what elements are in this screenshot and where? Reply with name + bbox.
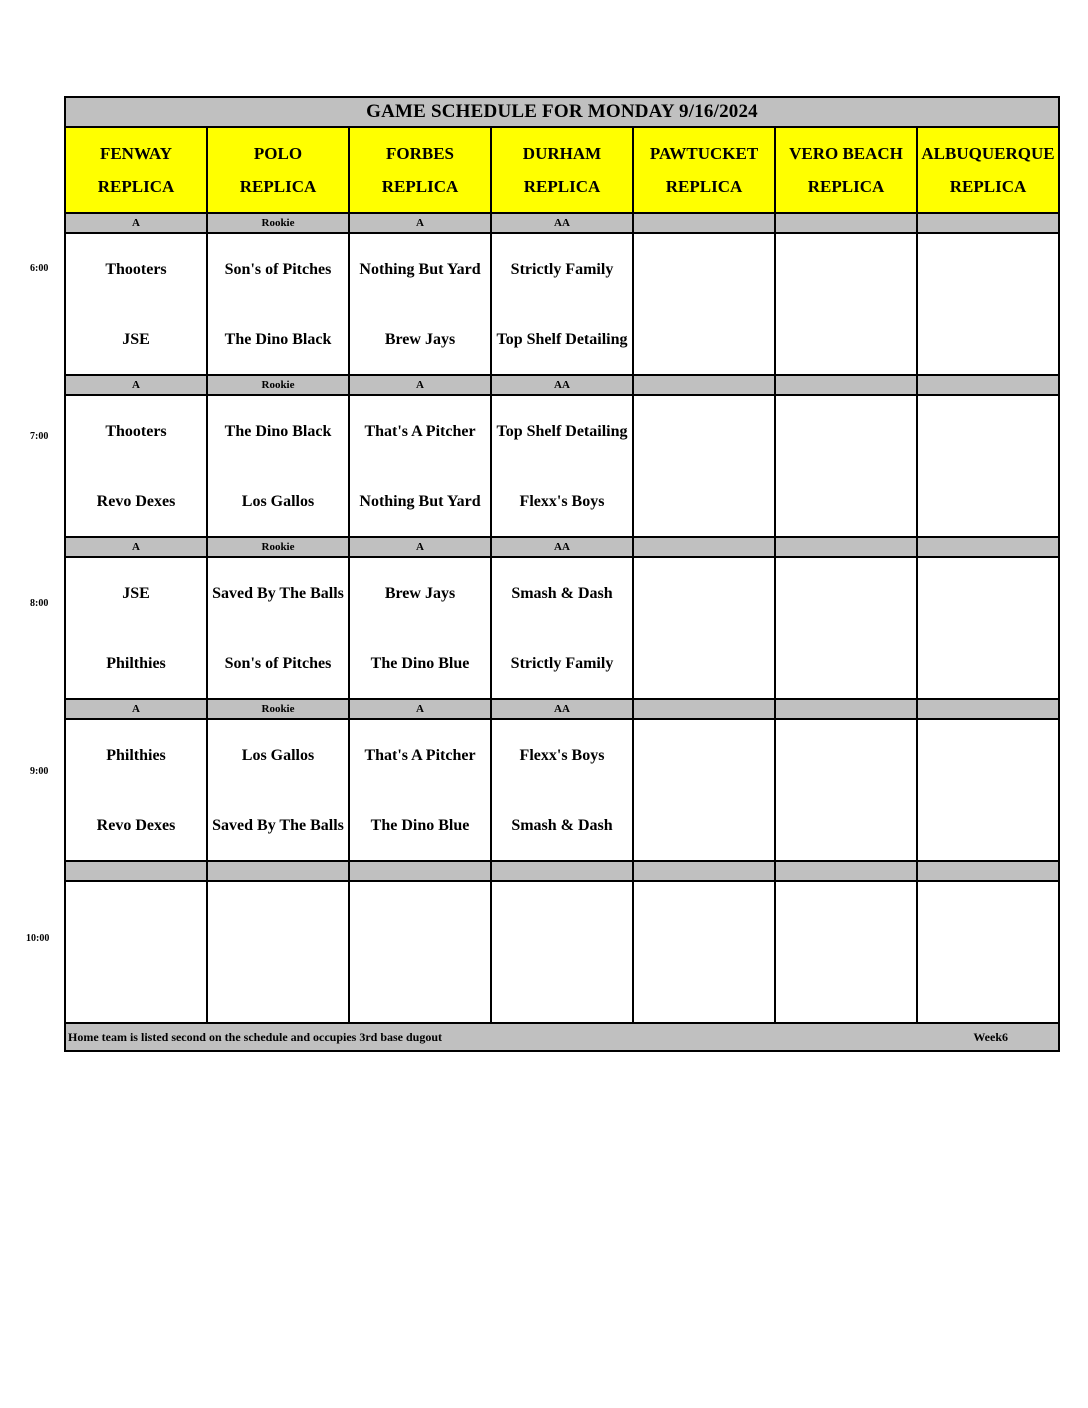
schedule-table — [64, 96, 1060, 1052]
home-team-name: Nothing But Yard — [359, 492, 481, 510]
game-row-away — [65, 881, 1059, 952]
division-cell — [633, 213, 775, 233]
time-label-8: 8:00 — [30, 598, 49, 609]
away-team-name: Brew Jays — [384, 584, 456, 602]
away-team-cell — [633, 395, 775, 466]
away-team-cell — [775, 395, 917, 466]
away-team-name: The Dino Black — [224, 422, 332, 440]
away-team-cell — [917, 881, 1059, 952]
away-team-cell — [917, 395, 1059, 466]
home-team-name: The Dino Blue — [370, 816, 470, 834]
home-team-cell — [349, 790, 491, 861]
division-cell: A — [65, 213, 207, 233]
division-row — [65, 213, 1059, 233]
away-team-cell — [349, 395, 491, 466]
division-cell — [633, 861, 775, 881]
away-team-name: Saved By The Balls — [212, 584, 344, 602]
home-team-name: JSE — [122, 330, 150, 348]
footer-row — [65, 1023, 1059, 1051]
field-name: POLO — [253, 144, 303, 163]
away-team-cell — [775, 557, 917, 628]
division-cell: A — [65, 537, 207, 557]
away-team-cell — [349, 719, 491, 790]
home-team-cell — [917, 628, 1059, 699]
division-cell — [775, 375, 917, 395]
division-cell — [775, 537, 917, 557]
away-team-name: Thooters — [105, 260, 167, 278]
away-team-cell — [65, 881, 207, 952]
division-row — [65, 699, 1059, 719]
field-header — [491, 127, 633, 213]
home-team-name: Flexx's Boys — [519, 492, 605, 510]
away-team-cell — [775, 233, 917, 304]
home-team-cell — [491, 466, 633, 537]
division-cell: Rookie — [207, 699, 349, 719]
division-cell: A — [349, 537, 491, 557]
away-team-cell — [207, 233, 349, 304]
home-team-cell — [917, 466, 1059, 537]
away-team-cell — [491, 557, 633, 628]
home-team-cell — [491, 628, 633, 699]
away-team-cell — [633, 557, 775, 628]
home-team-name: Revo Dexes — [96, 492, 176, 510]
home-team-cell — [775, 790, 917, 861]
home-team-cell — [491, 790, 633, 861]
away-team-cell — [349, 233, 491, 304]
home-team-name: Strictly Family — [510, 654, 614, 672]
time-label-9: 9:00 — [30, 766, 49, 777]
title-row — [65, 97, 1059, 127]
division-cell — [917, 537, 1059, 557]
division-cell: AA — [491, 375, 633, 395]
home-team-cell — [775, 304, 917, 375]
game-row-home — [65, 304, 1059, 375]
home-team-cell — [207, 952, 349, 1023]
game-row-home — [65, 790, 1059, 861]
division-row — [65, 861, 1059, 881]
away-team-name: Philthies — [106, 746, 166, 764]
home-team-cell — [65, 628, 207, 699]
division-cell — [349, 861, 491, 881]
home-team-name: The Dino Blue — [370, 654, 470, 672]
division-cell: A — [349, 213, 491, 233]
home-team-cell — [207, 466, 349, 537]
division-cell: AA — [491, 213, 633, 233]
home-team-cell — [207, 628, 349, 699]
away-team-cell — [65, 719, 207, 790]
time-label-6: 6:00 — [30, 263, 49, 274]
away-team-cell — [207, 719, 349, 790]
page-title: GAME SCHEDULE FOR MONDAY 9/16/2024 — [65, 97, 1059, 127]
home-team-cell — [349, 304, 491, 375]
home-team-cell — [349, 952, 491, 1023]
home-team-cell — [207, 304, 349, 375]
home-team-cell — [349, 466, 491, 537]
home-team-cell — [65, 790, 207, 861]
division-cell: A — [349, 375, 491, 395]
home-team-cell — [65, 466, 207, 537]
home-team-name: Son's of Pitches — [224, 654, 332, 672]
game-row-home — [65, 952, 1059, 1023]
away-team-cell — [349, 557, 491, 628]
field-header — [65, 127, 207, 213]
away-team-cell — [349, 881, 491, 952]
away-team-name: Top Shelf Detailing — [496, 422, 628, 440]
away-team-name: Strictly Family — [510, 260, 614, 278]
home-team-cell — [917, 790, 1059, 861]
away-team-name: That's A Pitcher — [364, 422, 476, 440]
division-cell — [491, 861, 633, 881]
field-sub: REPLICA — [239, 177, 317, 196]
home-team-name: Brew Jays — [384, 330, 456, 348]
home-team-name: Saved By The Balls — [212, 816, 344, 834]
field-sub: REPLICA — [949, 177, 1027, 196]
away-team-cell — [633, 233, 775, 304]
game-row-away — [65, 395, 1059, 466]
division-cell: AA — [491, 537, 633, 557]
division-cell: Rookie — [207, 537, 349, 557]
home-team-cell — [65, 304, 207, 375]
field-sub: REPLICA — [665, 177, 743, 196]
away-team-cell — [65, 233, 207, 304]
game-row-home — [65, 466, 1059, 537]
away-team-cell — [207, 395, 349, 466]
division-cell — [775, 699, 917, 719]
division-row — [65, 537, 1059, 557]
away-team-cell — [491, 233, 633, 304]
away-team-cell — [917, 233, 1059, 304]
field-name: FENWAY — [99, 144, 173, 163]
division-cell: A — [349, 699, 491, 719]
division-cell: A — [65, 375, 207, 395]
home-team-cell — [633, 628, 775, 699]
division-cell — [633, 375, 775, 395]
away-team-cell — [633, 881, 775, 952]
away-team-name: Son's of Pitches — [224, 260, 332, 278]
home-team-name: Los Gallos — [241, 492, 315, 510]
home-team-cell — [633, 952, 775, 1023]
field-header — [775, 127, 917, 213]
home-team-name: Top Shelf Detailing — [496, 330, 628, 348]
away-team-cell — [491, 719, 633, 790]
division-cell — [633, 537, 775, 557]
footer-note: Home team is listed second on the schedule and occupies 3rd base dugout — [68, 1029, 443, 1044]
home-team-name: Revo Dexes — [96, 816, 176, 834]
home-team-name: Smash & Dash — [511, 816, 613, 834]
schedule-sheet — [64, 96, 1060, 1052]
away-team-name: Nothing But Yard — [359, 260, 481, 278]
time-label-10: 10:00 — [26, 933, 50, 944]
away-team-name: Flexx's Boys — [519, 746, 605, 764]
field-header — [917, 127, 1059, 213]
away-team-cell — [775, 881, 917, 952]
home-team-cell — [491, 952, 633, 1023]
field-name: ALBUQUERQUE — [921, 144, 1055, 163]
away-team-name: That's A Pitcher — [364, 746, 476, 764]
away-team-cell — [207, 557, 349, 628]
away-team-cell — [207, 881, 349, 952]
field-sub: REPLICA — [523, 177, 601, 196]
division-cell: Rookie — [207, 375, 349, 395]
game-row-away — [65, 233, 1059, 304]
away-team-cell — [775, 719, 917, 790]
field-header-row — [65, 127, 1059, 213]
field-header — [207, 127, 349, 213]
away-team-cell — [633, 719, 775, 790]
field-header — [349, 127, 491, 213]
time-labels — [0, 0, 64, 1408]
field-sub: REPLICA — [97, 177, 175, 196]
week-label: Week6 — [973, 1029, 1008, 1044]
division-cell — [917, 375, 1059, 395]
home-team-cell — [207, 790, 349, 861]
field-name: FORBES — [385, 144, 455, 163]
away-team-name: Los Gallos — [241, 746, 315, 764]
division-cell: AA — [491, 699, 633, 719]
game-row-home — [65, 628, 1059, 699]
away-team-cell — [917, 719, 1059, 790]
home-team-cell — [917, 952, 1059, 1023]
division-cell — [207, 861, 349, 881]
home-team-cell — [491, 304, 633, 375]
home-team-name: The Dino Black — [224, 330, 332, 348]
division-cell: A — [65, 699, 207, 719]
division-cell — [775, 861, 917, 881]
field-sub: REPLICA — [381, 177, 459, 196]
home-team-cell — [775, 628, 917, 699]
away-team-cell — [491, 395, 633, 466]
home-team-cell — [65, 952, 207, 1023]
home-team-cell — [633, 790, 775, 861]
away-team-cell — [491, 881, 633, 952]
away-team-cell — [65, 395, 207, 466]
away-team-name: Thooters — [105, 422, 167, 440]
away-team-cell — [917, 557, 1059, 628]
field-sub: REPLICA — [807, 177, 885, 196]
division-cell: Rookie — [207, 213, 349, 233]
division-cell — [917, 861, 1059, 881]
game-row-away — [65, 719, 1059, 790]
field-header — [633, 127, 775, 213]
field-name: VERO BEACH — [789, 144, 903, 163]
division-cell — [633, 699, 775, 719]
home-team-cell — [633, 466, 775, 537]
division-row — [65, 375, 1059, 395]
division-cell — [775, 213, 917, 233]
home-team-cell — [633, 304, 775, 375]
division-cell — [917, 699, 1059, 719]
home-team-cell — [775, 466, 917, 537]
division-cell — [65, 861, 207, 881]
division-cell — [917, 213, 1059, 233]
home-team-name: Philthies — [106, 654, 166, 672]
field-name: DURHAM — [522, 144, 602, 163]
field-name: PAWTUCKET — [649, 144, 759, 163]
away-team-name: JSE — [122, 584, 150, 602]
footer-cell — [65, 1023, 1059, 1051]
home-team-cell — [349, 628, 491, 699]
away-team-name: Smash & Dash — [511, 584, 613, 602]
time-label-7: 7:00 — [30, 431, 49, 442]
home-team-cell — [775, 952, 917, 1023]
game-row-away — [65, 557, 1059, 628]
away-team-cell — [65, 557, 207, 628]
home-team-cell — [917, 304, 1059, 375]
